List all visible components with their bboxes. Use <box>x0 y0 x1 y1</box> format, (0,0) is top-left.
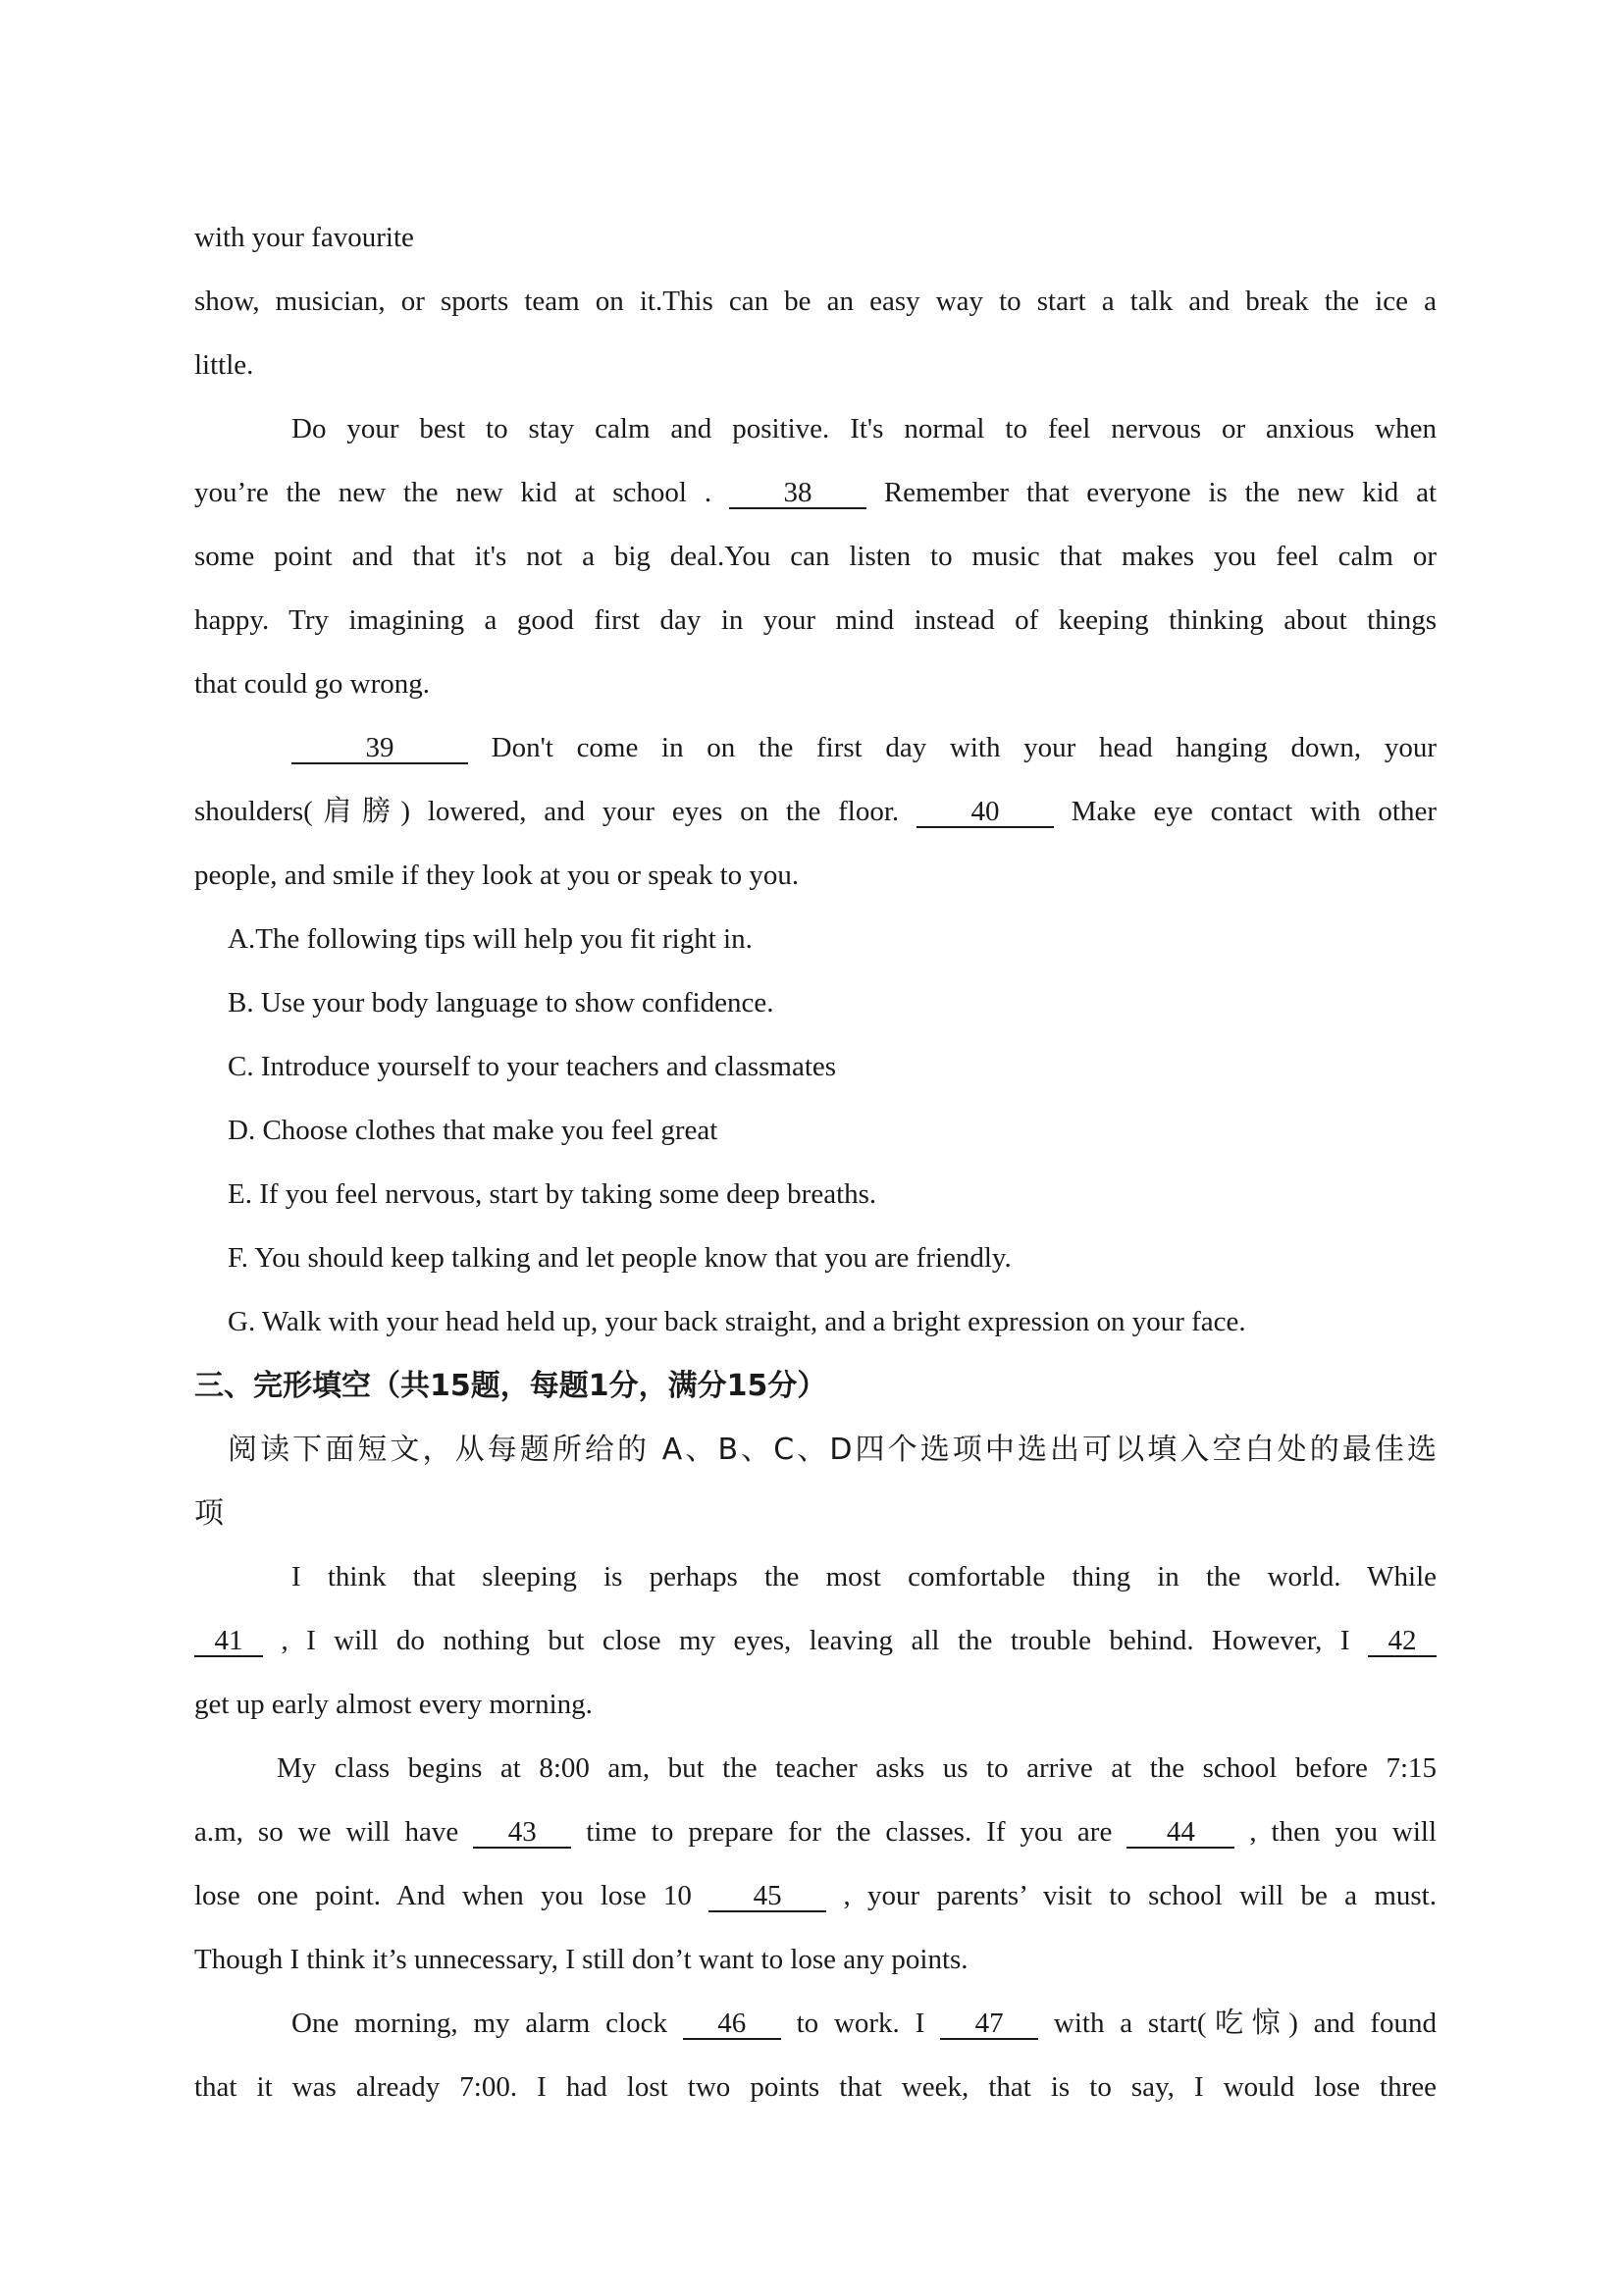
text-line: happy. Try imagining a good first day in your mind instead of keeping thinking about things <box>194 604 1437 636</box>
text-segment: to work. I <box>796 2008 925 2039</box>
text-segment: Make eye contact with other <box>1071 796 1437 827</box>
blank-46: 46 <box>683 2009 781 2040</box>
text-line: I think that sleeping is perhaps the most comfortable thing in the world. While <box>291 1561 1437 1592</box>
option-f: F. You should keep talking and let people know that you are friendly. <box>228 1242 1012 1274</box>
text-line: Though I think it’s unnecessary, I still don’t want to lose any points. <box>194 1944 969 1975</box>
text-segment: Remember that everyone is the new kid at <box>883 477 1438 508</box>
option-d: D. Choose clothes that make you feel great <box>228 1115 718 1146</box>
instructions: 阅读下面短文，从每题所给的 A、B、C、D四个选项中选出可以填入空白处的最佳选 <box>228 1433 1437 1467</box>
text-line: some point and that it's not a big deal.You can listen to music that makes you feel calm or <box>194 541 1437 572</box>
option-g: G. Walk with your head held up, your back straight, and a bright expression on your face. <box>228 1306 1246 1337</box>
blank-43: 43 <box>473 1817 571 1849</box>
text-segment: time to prepare for the classes. If you are <box>586 1816 1113 1848</box>
text-segment: One morning, my alarm clock <box>291 2008 667 2039</box>
blank-47: 47 <box>940 2009 1038 2040</box>
text-line: people, and smile if they look at you or speak to you. <box>194 860 800 891</box>
text-line: Do your best to stay calm and positive. It's normal to feel nervous or anxious when <box>291 413 1437 444</box>
blank-41: 41 <box>194 1626 263 1657</box>
text-line: get up early almost every morning. <box>194 1689 593 1720</box>
text-segment: , then you will <box>1249 1816 1438 1848</box>
text-line <box>194 716 1437 780</box>
blank-39: 39 <box>291 733 468 764</box>
option-e: E. If you feel nervous, start by taking some deep breaths. <box>228 1178 877 1210</box>
option-c: C. Introduce yourself to your teachers and classmates <box>228 1051 837 1082</box>
text-segment: Don't come in on the first day with your head hanging down, your <box>491 732 1437 763</box>
text-segment: , your parents’ visit to school will be a must. <box>843 1880 1437 1911</box>
text-line <box>194 461 1437 525</box>
text-segment: lose one point. And when you lose 10 <box>194 1880 692 1911</box>
text-line <box>194 780 1437 844</box>
text-line: that could go wrong. <box>194 668 431 700</box>
text-line: show, musician, or sports team on it.This can be an easy way to start a talk and break the ice a <box>194 286 1437 317</box>
text-line: little. <box>194 349 254 381</box>
text-segment: a.m, so we will have <box>194 1816 459 1848</box>
blank-38: 38 <box>729 478 866 509</box>
blank-40: 40 <box>916 797 1054 828</box>
instructions: 项 <box>194 1496 224 1531</box>
section-heading: 三、完形填空（共15题，每题1分，满分15分） <box>194 1369 827 1403</box>
text-line <box>194 1992 1437 2056</box>
text-line <box>194 1609 1437 1673</box>
text-segment: you’re the new the new kid at school . <box>194 477 712 508</box>
blank-44: 44 <box>1126 1817 1234 1849</box>
text-line <box>194 1800 1437 1864</box>
option-b: B. Use your body language to show confidence. <box>228 987 774 1018</box>
text-line <box>194 1864 1437 1928</box>
blank-42: 42 <box>1368 1626 1437 1657</box>
text-line: with your favourite <box>194 222 414 253</box>
option-a: A.The following tips will help you fit right in. <box>228 923 753 955</box>
text-segment: with a start(吃惊) and found <box>1053 2008 1438 2039</box>
text-segment: , I will do nothing but close my eyes, leaving all the trouble behind. However, I <box>281 1625 1350 1656</box>
blank-45: 45 <box>708 1881 826 1912</box>
exam-page <box>194 206 1437 2119</box>
text-line: that it was already 7:00. I had lost two points that week, that is to say, I would lose three <box>194 2071 1437 2103</box>
text-segment: shoulders(肩膀) lowered, and your eyes on the floor. <box>194 796 900 827</box>
text-line: My class begins at 8:00 am, but the teacher asks us to arrive at the school before 7:15 <box>277 1752 1437 1784</box>
